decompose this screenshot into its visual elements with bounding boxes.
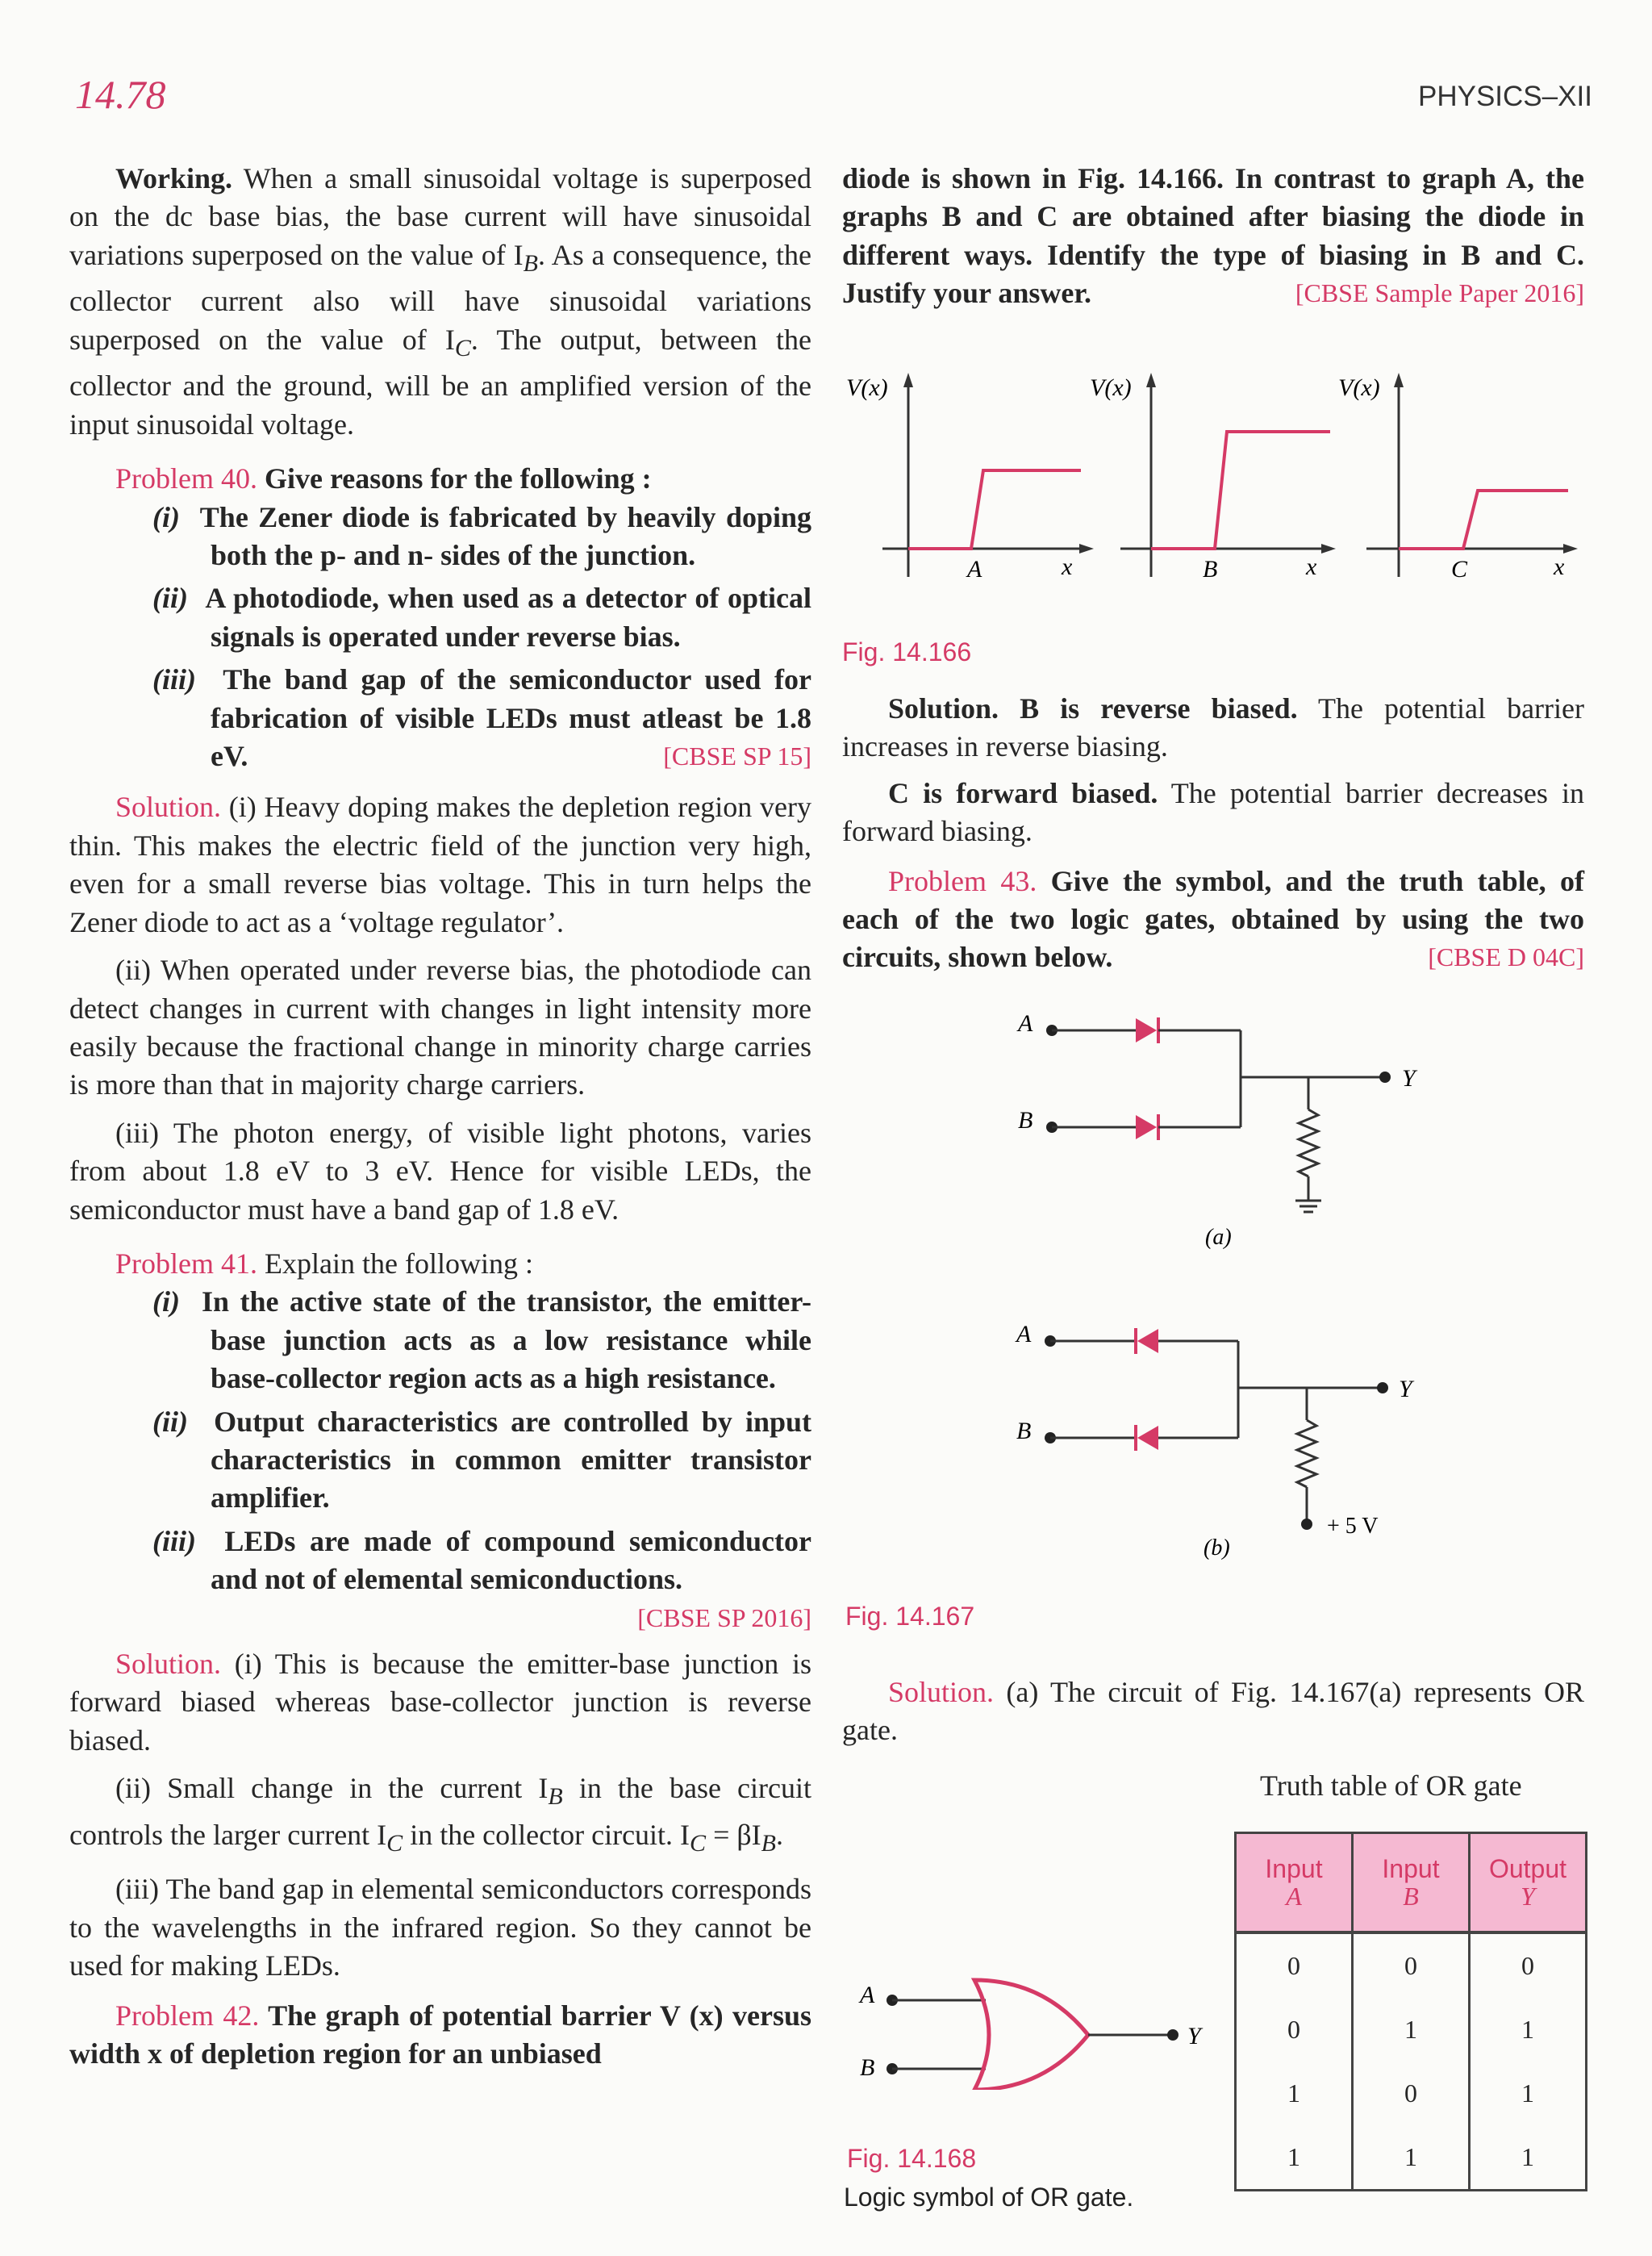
graph-b <box>1090 373 1336 583</box>
fig-14-168-caption: Fig. 14.168 <box>847 2144 977 2173</box>
table-cell: 1 <box>1236 2062 1353 2125</box>
diode-a1 <box>1136 1018 1157 1042</box>
graph-c-xlabel: x <box>1554 554 1565 580</box>
graph-a <box>846 373 1094 583</box>
solution-42-b: Solution. B is reverse biased. The potential barrier increases in reverse biasing. <box>842 692 1584 763</box>
resistor-a <box>1299 1109 1318 1176</box>
table-row <box>1236 1998 1587 2062</box>
right-column <box>842 160 1584 313</box>
truth-table-title: Truth table of OR gate <box>1260 1769 1522 1802</box>
book-title: PHYSICS–XII <box>1418 81 1592 112</box>
header-input-b: Input B <box>1353 1833 1470 1933</box>
fig-14-168-subcaption: Logic symbol of OR gate. <box>844 2183 1134 2212</box>
problem-42-continued: diode is shown in Fig. 14.166. In contrast to graph A, the graphs B and C are obtained after biasing the diode in different ways. Identify the type of biasing in B and C. Justify your answer. [CBSE Sample Paper 2016] <box>842 162 1584 310</box>
fig-14-166-caption: Fig. 14.166 <box>842 637 972 666</box>
graph-b-point: B <box>1203 556 1218 583</box>
or-gate-shape <box>974 1980 1088 2090</box>
truth-table-header <box>1236 1833 1587 1933</box>
or-gate-symbol <box>842 1936 1221 2090</box>
solution-40-iii: (iii) The photon energy, of visible light photons, varies from about 1.8 eV to 3 eV. Hence for visible LEDs, the semiconductor must have a band gap of 1.8 eV. <box>69 1116 811 1226</box>
circuit-a-output: Y <box>1402 1065 1416 1092</box>
solution-41-ii: (ii) Small change in the current $I_B$ in the base circuit controls the larger current $I_C$ in the collector circuit. $I_C = \beta I_B$. <box>69 1772 811 1857</box>
problem-41-iii: (iii) LEDs are made of compound semiconductor and not of elemental semiconductions. <box>152 1524 811 1596</box>
table-row <box>1236 2125 1587 2191</box>
working-paragraph: Working. When a small sinusoidal voltage is superposed on the dc base bias, the base current will have sinusoidal variations superposed on the value of $I_B$. As a consequence, the collector current also will have sinusoidal variations superposed on the value of $I_C$. The output, between the collector and the ground, will be an amplified version of the input sinusoidal voltage. <box>69 162 811 441</box>
graph-a-point: A <box>967 556 982 583</box>
circuit-b-output: Y <box>1399 1376 1412 1402</box>
graph-c-ylabel: V(x) <box>1338 374 1380 401</box>
truth-table <box>1234 1832 1587 2191</box>
problem-41-i: (i) In the active state of the transistor, the emitter-base junction acts as a low resistance while base-collector region acts as a high resistance. <box>152 1285 812 1395</box>
table-cell: 1 <box>1353 1998 1470 2062</box>
problem-43: Problem 43. Give the symbol, and the truth table, of each of the two logic gates, obtained by using the two circuits, shown below. [CBSE D 04C] <box>842 864 1584 974</box>
table-row <box>1236 2062 1587 2125</box>
left-column <box>69 160 811 2073</box>
circuit-a-input-b: B <box>1018 1107 1033 1134</box>
table-cell: 0 <box>1236 1932 1353 1998</box>
circuit-b-label: (b) <box>1204 1535 1230 1560</box>
problem-40-ii: (ii) A photodiode, when used as a detector of optical signals is operated under reverse bias. <box>152 582 811 653</box>
circuit-a-label: (a) <box>1205 1225 1232 1250</box>
graph-a-ylabel: V(x) <box>846 374 888 401</box>
solution-41-i: Solution. (i) This is because the emitter-base junction is forward biased whereas base-collector junction is reverse biased. <box>69 1648 811 1757</box>
solution-40-ii: (ii) When operated under reverse bias, the photodiode can detect changes in current with changes in light intensity more easily because the fractional change in minority charge carries is more than that in majority charge carriers. <box>69 954 811 1101</box>
solution-42-c: C is forward biased. The potential barrier decreases in forward biasing. <box>842 776 1584 848</box>
table-cell: 0 <box>1353 1932 1470 1998</box>
circuit-a-input-a: A <box>1018 1010 1033 1037</box>
table-cell: 1 <box>1470 2062 1587 2125</box>
circuit-b-input-a: A <box>1016 1321 1032 1347</box>
problem-40-iii: (iii) The band gap of the semiconductor used for fabrication of visible LEDs must atleast be 1.8 eV. [CBSE SP 15] <box>152 663 811 773</box>
header-input-a: Input A <box>1236 1833 1353 1933</box>
table-cell: 0 <box>1353 2062 1470 2125</box>
table-cell: 1 <box>1353 2125 1470 2191</box>
graph-a-xlabel: x <box>1062 554 1073 580</box>
table-cell: 1 <box>1470 2125 1587 2191</box>
solution-40-i: Solution. (i) Heavy doping makes the depletion region very thin. This makes the electric field of the junction very high, even for a small reverse bias voltage. This in turn helps the Zener diode to act as a ‘voltage regulator’. <box>69 791 811 938</box>
table-row <box>1236 1932 1587 1998</box>
graph-b-xlabel: x <box>1306 554 1317 580</box>
supply-voltage: + 5 V <box>1327 1514 1379 1539</box>
problem-42: Problem 42. The graph of potential barrier V (x) versus width x of depletion region for an unbiased <box>69 1999 811 2070</box>
problem-41-ii: (ii) Output characteristics are controlled by input characteristics in common emitter transistor amplifier. <box>152 1405 812 1514</box>
table-cell: 1 <box>1236 2125 1353 2191</box>
circuit-b <box>1000 1311 1436 1569</box>
table-cell: 0 <box>1470 1932 1587 1998</box>
problem-40: Problem 40. Give reasons for the following : <box>115 462 652 495</box>
page-number: 14.78 <box>75 72 166 117</box>
or-input-a: A <box>860 1982 875 2008</box>
solution-41-iii: (iii) The band gap in elemental semiconductors corresponds to the wavelengths in the infrared region. So they cannot be used for making LEDs. <box>69 1873 811 1982</box>
solution-43-text: Solution. (a) The circuit of Fig. 14.167(a) represents OR gate. <box>842 1676 1584 1747</box>
problem-41: Problem 41. Explain the following : <box>115 1247 533 1280</box>
header-output-y: Output Y <box>1470 1833 1587 1933</box>
right-column-solutions <box>842 690 1584 977</box>
or-input-b: B <box>860 2054 875 2081</box>
graph-c <box>1338 373 1578 583</box>
graph-b-ylabel: V(x) <box>1090 374 1132 401</box>
problem-41-tag: [CBSE SP 2016] <box>637 1602 811 1632</box>
diode-b1 <box>1137 1329 1158 1353</box>
diode-b2 <box>1137 1426 1158 1450</box>
solution-43 <box>842 1673 1584 1750</box>
resistor-b <box>1297 1420 1316 1487</box>
diode-a2 <box>1136 1115 1157 1139</box>
or-output: Y <box>1187 2023 1201 2049</box>
table-cell: 0 <box>1236 1998 1353 2062</box>
circuit-a <box>1000 1001 1436 1259</box>
table-cell: 1 <box>1470 1998 1587 2062</box>
fig-14-167-caption: Fig. 14.167 <box>845 1602 975 1631</box>
graph-c-point: C <box>1451 556 1468 583</box>
problem-40-i: (i) The Zener diode is fabricated by heavily doping both the p- and n- sides of the junction. <box>152 500 812 572</box>
circuit-b-input-b: B <box>1016 1418 1032 1444</box>
potential-barrier-graphs <box>842 363 1592 597</box>
